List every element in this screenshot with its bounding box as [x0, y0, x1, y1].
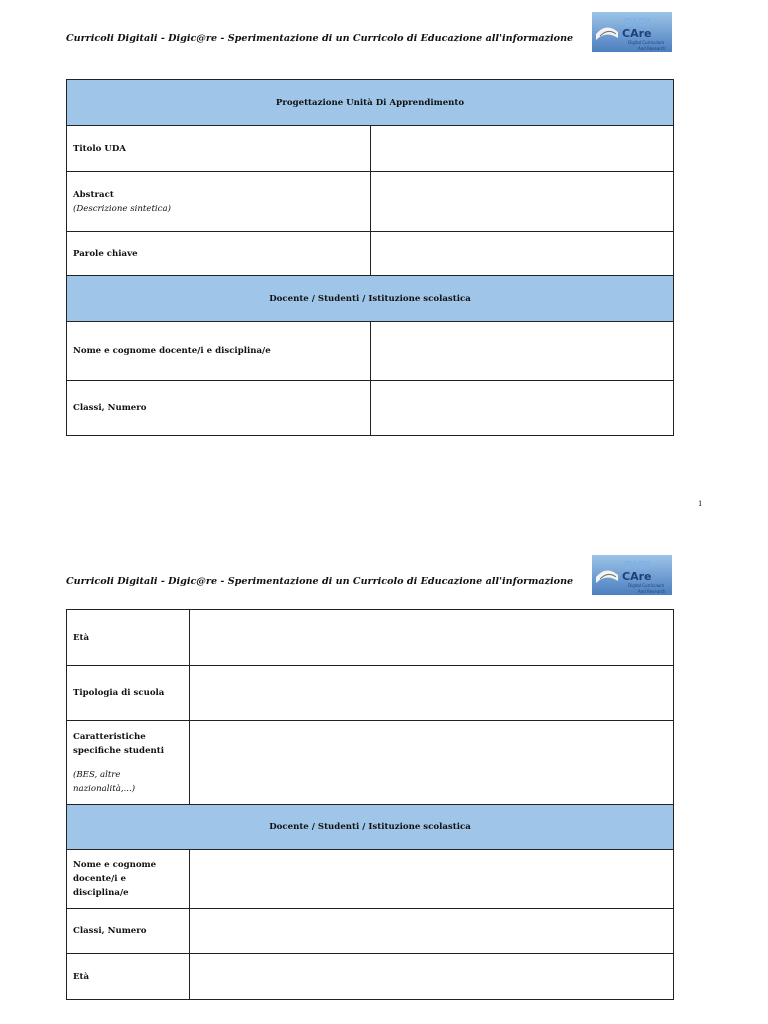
field-label-classi-numero: Classi, Numero — [67, 909, 190, 954]
digicare-logo-icon — [592, 555, 672, 595]
page-number: 1 — [698, 500, 703, 508]
svg-text:And Research: And Research — [638, 46, 666, 51]
field-label-titolo-uda: Titolo UDA — [67, 126, 371, 172]
uda-form-table-page-2 — [66, 609, 674, 1000]
caratteristiche-label-text: Caratteristiche specifiche studenti — [73, 731, 165, 756]
page-header-text: Curricoli Digitali - Digic@re - Sperimentazione di un Curricolo di Educazione all'informazione — [66, 576, 574, 587]
field-value-nome-cognome[interactable] — [190, 850, 674, 909]
field-value-eta-2[interactable] — [190, 954, 674, 1000]
field-value-tipologia-scuola[interactable] — [190, 666, 674, 721]
field-label-eta-2: Età — [67, 954, 190, 1000]
svg-text:Digital Curriculum: Digital Curriculum — [628, 583, 665, 588]
page-header-text: Curricoli Digitali - Digic@re - Sperimentazione di un Curricolo di Educazione all'informazione — [66, 33, 574, 44]
field-label-classi-numero: Classi, Numero — [67, 381, 371, 436]
section-header-docente-studenti: Docente / Studenti / Istituzione scolastica — [67, 276, 674, 322]
svg-text:And Research: And Research — [638, 589, 666, 594]
table-row — [67, 610, 674, 666]
table-row — [67, 721, 674, 805]
svg-text:Digital Curriculum: Digital Curriculum — [628, 40, 665, 45]
field-label-nome-cognome: Nome e cognome docente/i e disciplina/e — [67, 850, 190, 909]
field-value-eta[interactable] — [190, 610, 674, 666]
svg-text:CAre: CAre — [622, 570, 652, 583]
field-label-caratteristiche-studenti — [67, 721, 190, 805]
svg-text:DIGI: DIGI — [624, 16, 651, 29]
field-label-nome-cognome: Nome e cognome docente/i e disciplina/e — [67, 322, 371, 381]
section-header-docente-studenti: Docente / Studenti / Istituzione scolastica — [67, 805, 674, 850]
caratteristiche-hint-text: (BES, altre nazionalità,...) — [73, 769, 136, 794]
table-row — [67, 954, 674, 1000]
table-row — [67, 666, 674, 721]
field-value-caratteristiche-studenti[interactable] — [190, 721, 674, 805]
table-row — [67, 850, 674, 909]
table-row — [67, 909, 674, 954]
abstract-label-text: Abstract — [73, 189, 114, 200]
digicare-logo — [592, 555, 672, 595]
section-header-progettazione: Progettazione Unità Di Apprendimento — [67, 80, 674, 126]
svg-text:DIGI: DIGI — [624, 559, 651, 572]
field-label-tipologia-scuola: Tipologia di scuola — [67, 666, 190, 721]
svg-text:CAre: CAre — [622, 27, 652, 40]
abstract-hint-text: (Descrizione sintetica) — [73, 203, 171, 214]
field-label-eta: Età — [67, 610, 190, 666]
field-value-classi-numero[interactable] — [190, 909, 674, 954]
field-label-parole-chiave: Parole chiave — [67, 232, 371, 276]
